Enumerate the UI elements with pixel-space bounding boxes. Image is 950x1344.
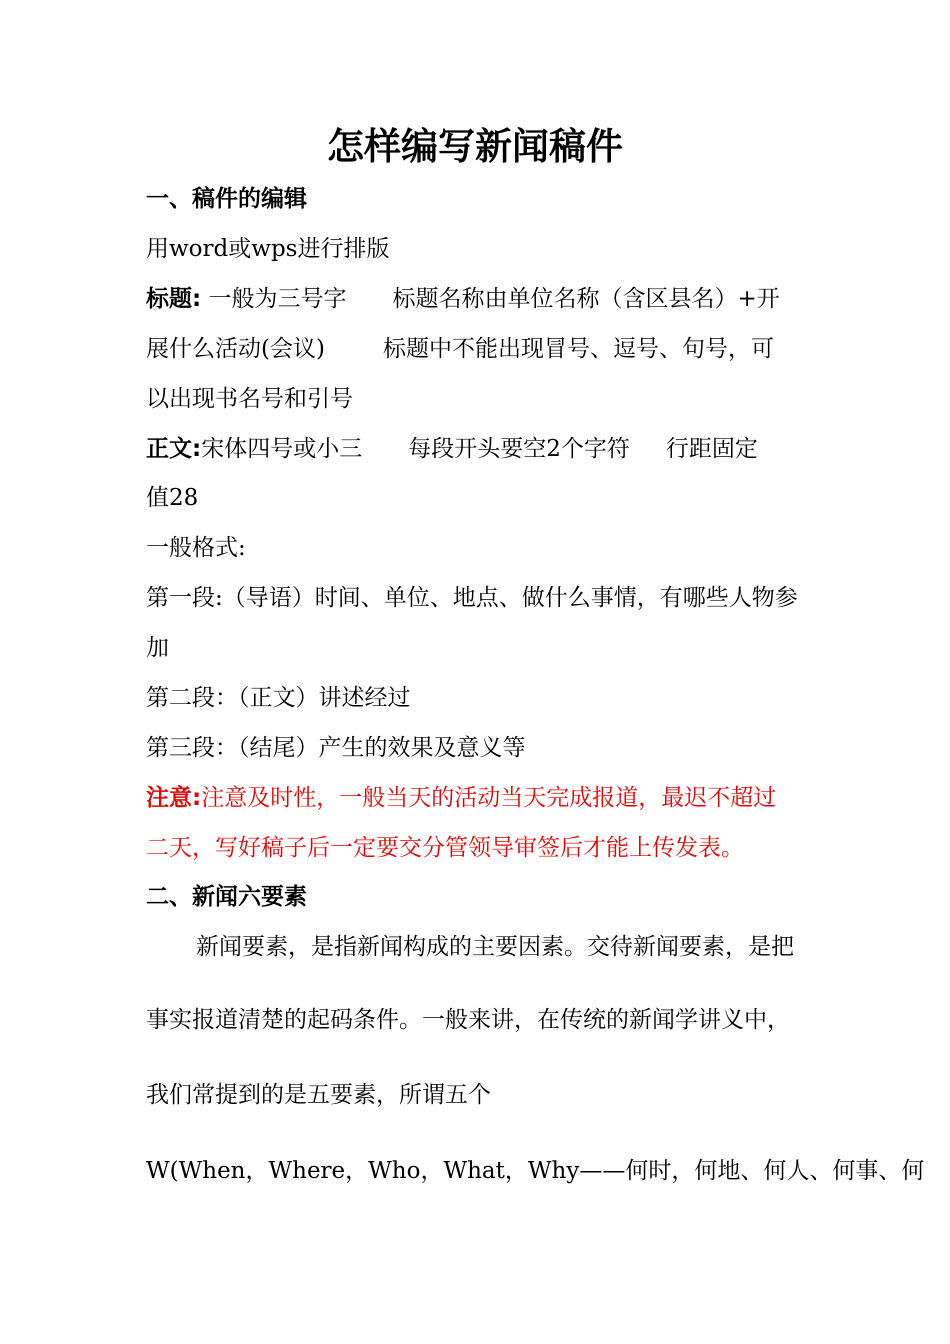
page-title: 怎样编写新闻稿件 [327,124,623,168]
body-rule-text-1b: 每段开头要空2个字符 [408,436,630,462]
note-text-1: 注意及时性，一般当天的活动当天完成报道，最迟不超过 [201,785,777,811]
note-line-2: 二天，写好稿子后一定要交分管领导审签后才能上传发表。 [146,835,744,861]
note-line-1 [146,783,846,813]
elements-line-2: 事实报道清楚的起码条件。一般来讲，在传统的新闻学讲义中， [146,1007,790,1033]
para1-line-2: 加 [146,635,169,661]
body-rule-line-1 [146,434,846,464]
note-label: 注意: [146,785,202,811]
title-rule-line-2 [146,334,846,364]
title-rule-text-2b: 标题中不能出现冒号、逗号、句号，可 [382,336,774,362]
body-rule-text-1c: 行距固定 [665,436,758,462]
elements-line-1: 新闻要素，是指新闻构成的主要因素。交待新闻要素，是把 [196,934,794,960]
title-rule-text-2a: 展什么活动(会议) [146,336,325,362]
title-rule-label: 标题: [146,286,202,312]
title-rule-text-1a: 一般为三号字 [208,286,347,312]
title-rule-line-3: 以出现书名号和引号 [146,386,353,412]
editing-intro: 用word或wps进行排版 [146,236,390,262]
body-rule-label: 正文: [146,436,202,462]
para2-line: 第二段：（正文）讲述经过 [146,685,411,711]
para3-line: 第三段：（结尾）产生的效果及意义等 [146,735,526,761]
elements-line-4: W(When，Where，Who，What，Why——何时，何地、何人、何事、何 [146,1158,925,1184]
section-heading-six-elements: 二、新闻六要素 [146,884,307,910]
elements-line-3: 我们常提到的是五要素，所谓五个 [146,1082,491,1108]
title-rule-line-1 [146,284,846,314]
body-rule-line-2: 值28 [146,485,199,511]
para1-line-1: 第一段:（导语）时间、单位、地点、做什么事情，有哪些人物参 [146,585,798,611]
title-rule-text-1b: 标题名称由单位名称（含区县名）+开 [392,286,780,312]
section-heading-editing: 一、稿件的编辑 [146,186,307,212]
format-label: 一般格式: [146,535,246,561]
body-rule-text-1a: 宋体四号或小三 [201,436,363,462]
